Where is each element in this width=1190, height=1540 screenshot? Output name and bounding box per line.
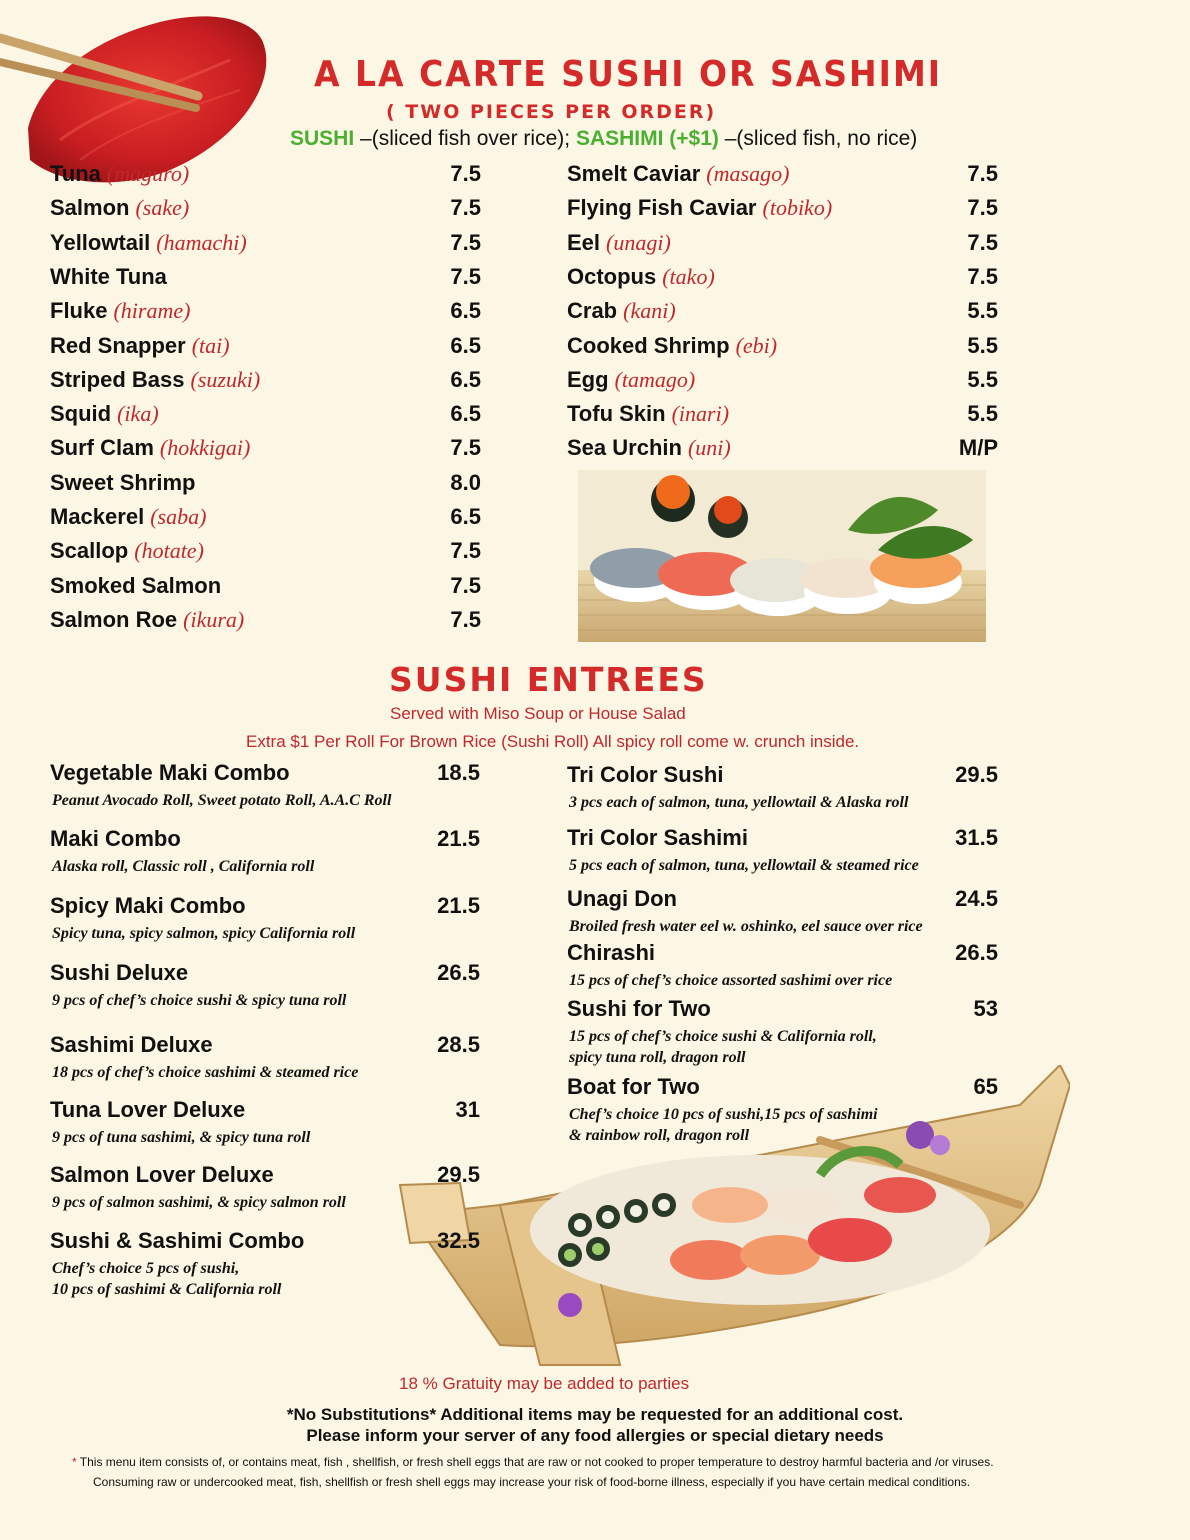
menu-item <box>567 195 998 225</box>
entree-description: 5 pcs each of salmon, tuna, yellowtail & steamed rice <box>569 857 919 874</box>
menu-item-price: 7.5 <box>450 195 481 221</box>
advisory-text-1: This menu item consists of, or contains meat, fish , shellfish, or fresh shell eggs that are raw or not cooked to proper temperature to destroy harmful bacteria and /or viruses. <box>76 1455 994 1469</box>
menu-item-name <box>567 230 671 256</box>
menu-item-price: 7.5 <box>450 435 481 461</box>
menu-item-price: 7.5 <box>967 229 998 255</box>
menu-item-price: 7.5 <box>450 263 481 289</box>
menu-item-english-name: Tuna <box>50 161 101 186</box>
menu-item-english-name: Salmon Roe <box>50 606 178 632</box>
menu-item-japanese-name: (unagi) <box>606 229 671 255</box>
menu-item <box>567 264 998 294</box>
menu-item-name <box>567 264 715 290</box>
advisory-asterisk: * <box>72 1455 77 1469</box>
menu-item <box>50 195 481 225</box>
menu-item-english-name: Squid <box>50 401 112 427</box>
menu-item <box>50 298 481 328</box>
entree-price: 21.5 <box>437 826 480 851</box>
entrees-note-brown-rice: Extra $1 Per Roll For Brown Rice (Sushi Roll) All spicy roll come w. crunch inside. <box>246 732 860 751</box>
menu-item-price: 8.0 <box>450 469 481 495</box>
menu-item-japanese-name: (hamachi) <box>156 229 247 255</box>
menu-item-english-name: Egg <box>567 366 609 392</box>
entree-price: 31.5 <box>955 825 998 850</box>
allergy-note: Please inform your server of any food allergies or special dietary needs <box>306 1426 884 1445</box>
entree-description: Broiled fresh water eel w. oshinko, eel sauce over rice <box>569 918 923 935</box>
menu-item <box>50 161 481 191</box>
menu-item-name <box>50 367 260 393</box>
entree-description: Chef’s choice 10 pcs of sushi,15 pcs of sashimi <box>569 1106 878 1123</box>
menu-item-name <box>50 230 247 256</box>
entree-price: 26.5 <box>437 960 480 985</box>
menu-item-japanese-name: (ikura) <box>183 606 245 632</box>
entree-name: Tuna Lover Deluxe <box>50 1097 246 1122</box>
menu-item-price: 6.5 <box>450 366 481 392</box>
menu-item <box>50 367 481 397</box>
menu-item-japanese-name: (kani) <box>623 298 676 324</box>
menu-item-name <box>567 367 695 393</box>
menu-item-name <box>50 401 159 427</box>
entrees-note-soup: Served with Miso Soup or House Salad <box>390 704 686 723</box>
menu-item-japanese-name: (suzuki) <box>190 366 261 392</box>
menu-item-price: 6.5 <box>450 332 481 358</box>
entree-description: 15 pcs of chef’s choice sushi & California roll, <box>569 1028 877 1045</box>
menu-item-japanese-name: (saba) <box>150 504 207 529</box>
menu-item-price: 7.5 <box>967 263 998 289</box>
entree-description: spicy tuna roll, dragon roll <box>569 1049 746 1066</box>
menu-item-name <box>567 298 676 324</box>
menu-item-english-name: Octopus <box>567 263 657 289</box>
entree-price: 65 <box>973 1074 998 1099</box>
menu-item-english-name: Striped Bass <box>50 366 185 392</box>
menu-item-english-name: Fluke <box>50 298 108 324</box>
menu-item-japanese-name: (sake) <box>135 195 190 221</box>
menu-item-japanese-name: (tamago) <box>614 366 696 392</box>
menu-item-japanese-name: (masago) <box>706 161 790 186</box>
entree-description: Chef’s choice 5 pcs of sushi, <box>52 1260 240 1277</box>
consumer-advisory-line-1 <box>72 1455 994 1469</box>
menu-item-japanese-name: (hokkigai) <box>159 435 251 461</box>
menu-item <box>50 264 481 294</box>
sushi-sashimi-legend <box>290 127 917 151</box>
menu-item-english-name: Smelt Caviar <box>567 161 701 186</box>
entree-name: Tri Color Sushi <box>567 762 724 787</box>
entree-name: Unagi Don <box>567 886 677 911</box>
menu-item-english-name: Sea Urchin <box>567 435 682 461</box>
menu-item-price: 7.5 <box>450 538 481 564</box>
sushi-description: –(sliced fish over rice); <box>360 127 576 150</box>
menu-item-english-name: Tofu Skin <box>567 401 666 427</box>
menu-item-english-name: Surf Clam <box>50 435 154 461</box>
menu-item <box>50 401 481 431</box>
menu-item-japanese-name: (tako) <box>662 263 715 289</box>
menu-item-name <box>50 435 250 461</box>
menu-item-price: 7.5 <box>967 195 998 221</box>
menu-item-price: 7.5 <box>967 161 998 186</box>
entree-price: 26.5 <box>955 940 998 965</box>
entree-description: Alaska roll, Classic roll , California roll <box>52 858 315 875</box>
menu-item-english-name: Eel <box>567 229 601 255</box>
menu-item <box>50 573 481 603</box>
entree-description: 9 pcs of chef’s choice sushi & spicy tuna roll <box>52 992 347 1009</box>
no-substitutions-note: *No Substitutions* Additional items may be requested for an additional cost. <box>286 1405 904 1424</box>
menu-item-english-name: Smoked Salmon <box>50 572 222 598</box>
sushi-label: SUSHI <box>290 127 355 150</box>
menu-item <box>567 435 998 465</box>
entree-name: Boat for Two <box>567 1074 700 1099</box>
menu-item-price: M/P <box>958 435 998 461</box>
menu-item-english-name: Red Snapper <box>50 332 186 358</box>
menu-item <box>567 333 998 363</box>
menu-item-english-name: Scallop <box>50 538 129 564</box>
menu-item-english-name: Mackerel <box>50 504 145 529</box>
entree-price: 29.5 <box>955 762 998 787</box>
page-subtitle: ( TWO PIECES PER ORDER) <box>386 101 717 123</box>
menu-item-japanese-name: (tai) <box>191 332 230 358</box>
menu-item <box>567 367 998 397</box>
entree-price: 24.5 <box>955 886 998 911</box>
menu-item-name <box>50 573 221 599</box>
menu-item-name <box>567 401 729 427</box>
menu-item <box>50 504 481 534</box>
menu-item <box>567 401 998 431</box>
menu-item-japanese-name: (uni) <box>687 435 731 461</box>
gratuity-note: 18 % Gratuity may be added to parties <box>399 1374 690 1393</box>
menu-item-english-name: Crab <box>567 298 618 324</box>
entree-description: & rainbow roll, dragon roll <box>569 1127 750 1144</box>
entree-price: 31 <box>455 1097 480 1122</box>
menu-item-price: 7.5 <box>450 572 481 598</box>
entree-description: 10 pcs of sashimi & California roll <box>52 1281 282 1298</box>
entree-price: 28.5 <box>437 1032 480 1057</box>
entree-price: 21.5 <box>437 893 480 918</box>
menu-item-japanese-name: (tobiko) <box>762 195 833 221</box>
menu-item-name <box>50 264 167 290</box>
menu-item <box>50 333 481 363</box>
entree-name: Sashimi Deluxe <box>50 1032 213 1057</box>
entree-description: 18 pcs of chef’s choice sashimi & steamed rice <box>52 1064 359 1081</box>
menu-item <box>567 298 998 328</box>
menu-item-price: 7.5 <box>450 606 481 632</box>
menu-item-name <box>567 435 731 461</box>
menu-item-japanese-name: (hotate) <box>134 538 204 564</box>
menu-item-name <box>50 333 230 359</box>
menu-item-price: 6.5 <box>450 298 481 324</box>
menu-item-japanese-name: (maguro) <box>106 161 190 186</box>
entree-price: 18.5 <box>437 760 480 785</box>
menu-item-price: 7.5 <box>450 229 481 255</box>
entree-description: 9 pcs of salmon sashimi, & spicy salmon roll <box>52 1194 346 1211</box>
entree-description: 15 pcs of chef’s choice assorted sashimi over rice <box>569 972 893 989</box>
menu-item-english-name: White Tuna <box>50 263 167 289</box>
menu-item-name <box>567 161 789 187</box>
menu-item-price: 6.5 <box>450 401 481 427</box>
menu-item-name <box>50 161 189 187</box>
entree-price: 32.5 <box>437 1228 480 1253</box>
entree-name: Sushi & Sashimi Combo <box>50 1228 305 1253</box>
menu-item-english-name: Flying Fish Caviar <box>567 195 757 221</box>
entree-price: 29.5 <box>437 1162 480 1187</box>
entree-name: Vegetable Maki Combo <box>50 760 290 785</box>
menu-item-name <box>50 504 206 530</box>
menu-item-english-name: Cooked Shrimp <box>567 332 730 358</box>
entree-name: Spicy Maki Combo <box>50 893 246 918</box>
menu-item-japanese-name: (inari) <box>671 401 730 427</box>
entree-name: Sushi for Two <box>567 996 711 1021</box>
entree-description: Spicy tuna, spicy salmon, spicy California roll <box>52 925 356 942</box>
menu-item-name <box>567 195 832 221</box>
menu-item-price: 7.5 <box>450 161 481 186</box>
menu-item-japanese-name: (ika) <box>117 401 159 427</box>
menu-item-price: 6.5 <box>450 504 481 529</box>
consumer-advisory-line-2: Consuming raw or undercooked meat, fish, shellfish or fresh shell eggs may increase your risk of food-borne illness, especially if you have certain medical conditions. <box>93 1475 971 1489</box>
entree-price: 53 <box>973 996 998 1021</box>
entree-description: 9 pcs of tuna sashimi, & spicy tuna roll <box>52 1129 311 1146</box>
menu-item-price: 5.5 <box>967 298 998 324</box>
entree-description: Peanut Avocado Roll, Sweet potato Roll, A.A.C Roll <box>52 792 392 809</box>
sashimi-description: –(sliced fish, no rice) <box>724 127 918 150</box>
menu-item-english-name: Sweet Shrimp <box>50 469 196 495</box>
entree-name: Chirashi <box>567 940 656 965</box>
nigiri-sushi-platter-image <box>578 470 986 642</box>
menu-item <box>50 435 481 465</box>
menu-item-name <box>567 333 777 359</box>
page-title: A LA CARTE SUSHI OR SASHIMI <box>314 52 943 95</box>
sashimi-label: SASHIMI (+$1) <box>575 127 719 150</box>
menu-item <box>50 470 481 500</box>
entree-name: Sushi Deluxe <box>50 960 189 985</box>
menu-item-name <box>50 195 189 221</box>
menu-item-english-name: Salmon <box>50 195 130 221</box>
entrees-title: SUSHI ENTREES <box>389 660 708 699</box>
menu-item <box>50 607 481 637</box>
menu-item-price: 5.5 <box>967 366 998 392</box>
entree-name: Salmon Lover Deluxe <box>50 1162 274 1187</box>
menu-item <box>567 230 998 260</box>
menu-item <box>50 538 481 568</box>
menu-item-price: 5.5 <box>967 332 998 358</box>
menu-item <box>50 230 481 260</box>
entree-name: Tri Color Sashimi <box>567 825 748 850</box>
menu-item-name <box>50 470 195 496</box>
menu-item-price: 5.5 <box>967 401 998 427</box>
menu-item-english-name: Yellowtail <box>50 229 151 255</box>
entree-name: Maki Combo <box>50 826 181 851</box>
menu-item-name <box>50 538 204 564</box>
menu-item-name <box>50 298 190 324</box>
entree-description: 3 pcs each of salmon, tuna, yellowtail & Alaska roll <box>569 794 909 811</box>
menu-item-japanese-name: (ebi) <box>735 332 778 358</box>
menu-item-japanese-name: (hirame) <box>113 298 191 324</box>
menu-item-name <box>50 607 244 633</box>
menu-item <box>567 161 998 191</box>
